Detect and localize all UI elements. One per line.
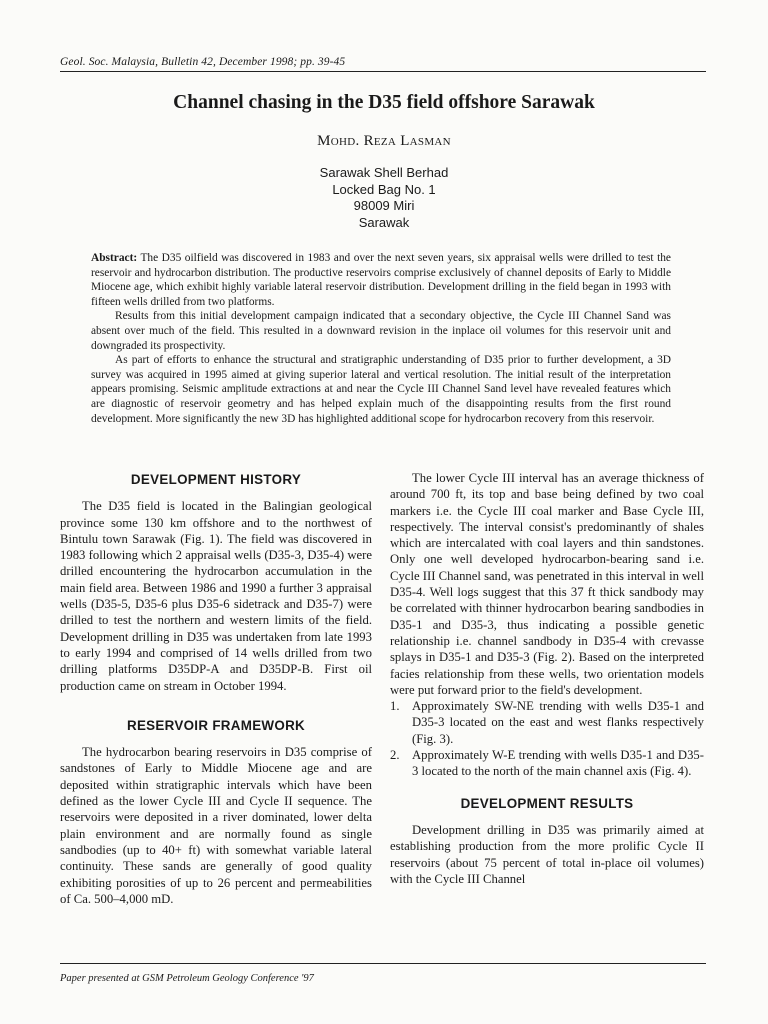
author-name: Mohd. Reza Lasman bbox=[317, 133, 451, 149]
list-text: Approximately SW-NE trending with wells D35-1 and D35-3 located on the east and west flanks respectively (Fig. 3). bbox=[412, 699, 704, 746]
body-paragraph: The hydrocarbon bearing reservoirs in D35 comprise of sandstones of Early to Middle Miocene age and are deposited within stratigraphic intervals which have been defined as the lower Cycle III and Cycle II sequence. The reservoirs were deposited in a river dominated, lower delta plain environment and are normally found as single sandbodies (up to 40+ ft) with somewhat variable lateral continuity. These sands are generally of good quality exhibiting porosities of up to 26 percent and permeabilities of Ca. 500–4,000 mD. bbox=[60, 745, 372, 906]
journal-citation: Geol. Soc. Malaysia, Bulletin 42, December 1998; pp. 39-45 bbox=[60, 56, 346, 68]
section-heading-reservoir-framework: RESERVOIR FRAMEWORK bbox=[126, 717, 306, 733]
affiliation-block bbox=[0, 165, 768, 231]
left-column bbox=[60, 470, 372, 907]
list-text: Approximately W-E trending with wells D35-1 and D35-3 located to the north of the main channel axis (Fig. 4). bbox=[412, 748, 704, 779]
affiliation-line: 98009 Miri bbox=[353, 198, 415, 213]
abstract bbox=[91, 251, 671, 426]
footer-rule bbox=[60, 963, 706, 964]
body-paragraph: The lower Cycle III interval has an average thickness of around 700 ft, its top and base being defined by two coal markers i.e. the Cycle III coal marker and Base Cycle III, respectively. The interval consist's predominantly of shales which are intercalated with coal layers and thin sandstones. Only one well developed hydrocarbon-bearing sand i.e. Cycle III Channel sand, was penetrated in this interval in well D35-4. Well logs suggest that this 37 ft thick sandbody may be correlated with thinner hydrocarbon bearing sandbodies in D35-1 and D35-3, thus indicating a possible genetic relationship i.e. channel sandbody in D35-4 with crevasse splays in D35-1 and D35-3 (Fig. 2). Based on the interpreted facies relationship from these wells, two orientation models were put forward prior to the field's development. bbox=[390, 471, 704, 697]
header-rule bbox=[60, 71, 706, 72]
section-heading-development-results: DEVELOPMENT RESULTS bbox=[460, 795, 634, 811]
affiliation-line: Sarawak Shell Berhad bbox=[319, 165, 449, 180]
orientation-model-list bbox=[390, 698, 704, 779]
list-item bbox=[390, 698, 704, 747]
body-paragraph: Development drilling in D35 was primarily aimed at establishing production from the more prolific Cycle II reservoirs (about 75 percent of total in-place oil volumes) with the Cycle III Channel bbox=[390, 822, 704, 886]
footer-note: Paper presented at GSM Petroleum Geology Conference '97 bbox=[60, 973, 314, 984]
abstract-paragraph: Results from this initial development campaign indicated that a secondary objective, the Cycle III Channel Sand was absent over much of the field. This resulted in a downward revision in the inplace oil volumes for this reservoir unit and downgraded its prospectivity. bbox=[91, 310, 671, 352]
body-paragraph: The D35 field is located in the Balingian geological province some 130 km offshore and to the northwest of Bintulu town Sarawak (Fig. 1). The field was discovered in 1983 following which 2 appraisal wells (D35-3, D35-4) were drilled encountering the hydrocarbon accumulation in the main field area. Between 1986 and 1990 a further 3 appraisal wells (D35-5, D35-6 plus D35-6 sidetrack and D35-7) were drilled to test the northern and western limits of the field. Development drilling in D35 was undertaken from late 1993 to early 1994 and comprised of 14 wells drilled from two drilling platforms D35DP-A and D35DP-B. First oil production came on stream in October 1994. bbox=[60, 499, 372, 693]
abstract-paragraph: As part of efforts to enhance the structural and stratigraphic understanding of D35 prior to further development, a 3D survey was acquired in 1995 aimed at giving superior lateral and vertical resolution. The initial result of the interpretation appears promising. Seismic amplitude extractions at and near the Cycle III Channel Sand level have revealed features which are diagnostic of reservoir geometry and has helped explain much of the disappointing results from the first round development. More significantly the new 3D has highlighted additional scope for hydrocarbon recovery from this reservoir. bbox=[91, 354, 671, 425]
abstract-paragraph bbox=[91, 251, 671, 309]
abstract-label: Abstract: bbox=[91, 252, 138, 264]
abstract-text: The D35 oilfield was discovered in 1983 and over the next seven years, six appraisal wells were drilled to test the reservoir and hydrocarbon distribution. The productive reservoirs comprise exclusively of channel deposits of Early to Middle Miocene age, which exhibit highly variable lateral reservoir distribution. Development drilling in the field began in 1993 with fifteen wells drilled from two platforms. bbox=[91, 252, 671, 308]
right-column bbox=[390, 470, 704, 887]
list-item bbox=[390, 747, 704, 780]
affiliation-line: Sarawak bbox=[358, 214, 410, 230]
paper-title: Channel chasing in the D35 field offshore Sarawak bbox=[173, 92, 595, 113]
list-number: 1. bbox=[390, 699, 400, 714]
section-heading-development-history: DEVELOPMENT HISTORY bbox=[130, 472, 302, 487]
affiliation-line: Locked Bag No. 1 bbox=[332, 181, 436, 197]
list-number: 2. bbox=[390, 748, 400, 763]
